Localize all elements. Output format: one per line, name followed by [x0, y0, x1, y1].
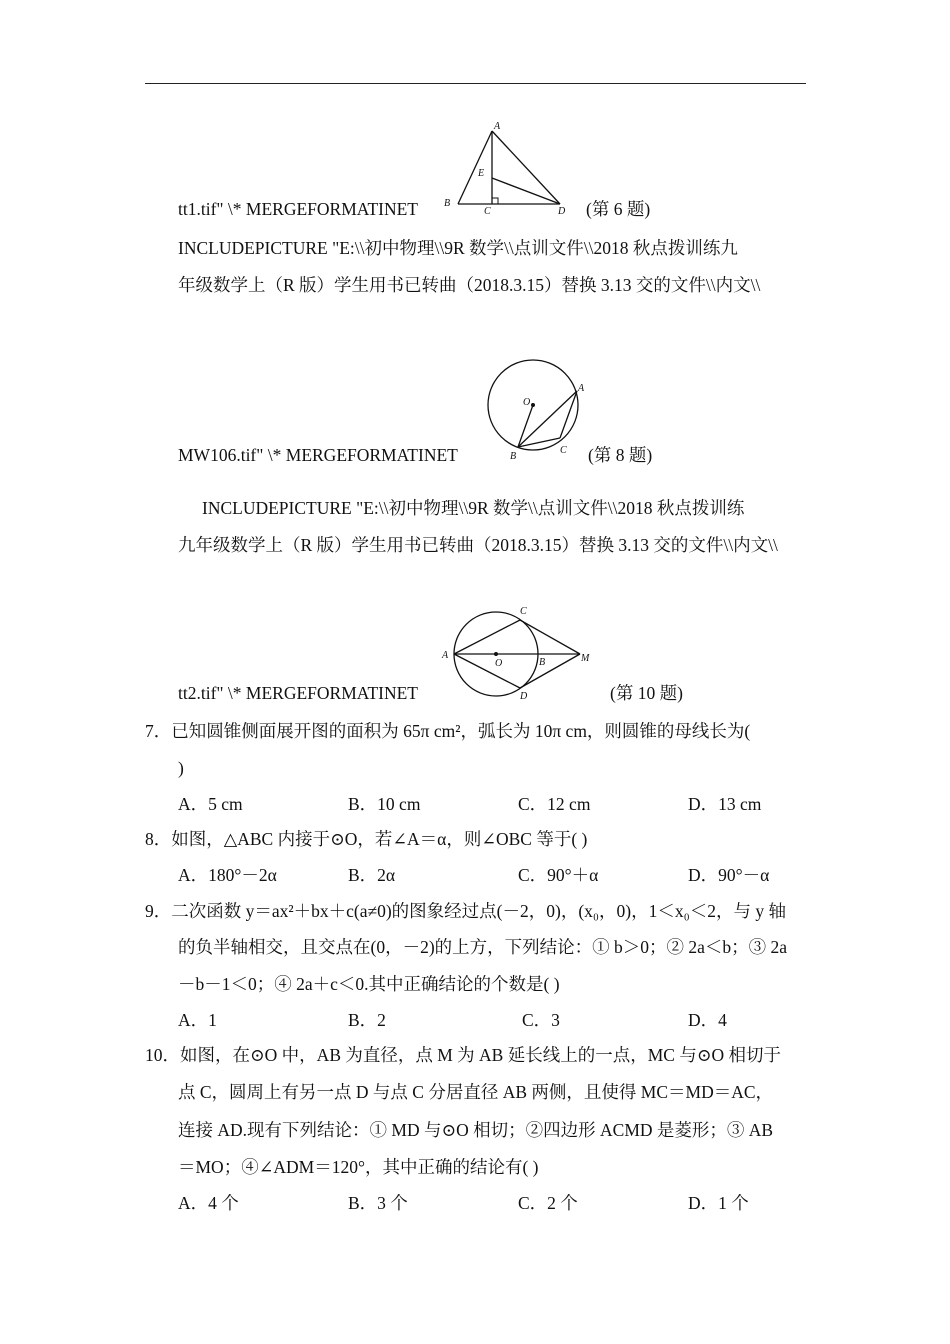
q7-option-d: D．13 cm — [688, 794, 762, 814]
fig6-label-b: B — [444, 198, 451, 209]
q9-option-b: B．2 — [348, 1010, 386, 1030]
figure-6-triangle — [440, 118, 570, 218]
fig10-label-o: O — [495, 658, 503, 669]
q9-stem-line2: 的负半轴相交，且交点在(0，－2)的上方，下列结论：① b＞0；② 2a＜b；③ 2a — [178, 937, 788, 957]
q9-option-c: C．3 — [522, 1010, 560, 1030]
para2-line1: INCLUDEPICTURE "E:\\初中物理\\9R 数学\\点训文件\\2018 秋点拨训练 — [202, 498, 745, 518]
fig10-caption-right: (第 10 题) — [610, 683, 683, 703]
q8-stem-line1: 8．如图，△ABC 内接于⊙O，若∠A＝α，则∠OBC 等于( ) — [145, 829, 588, 849]
q10-stem-line1: 10．如图，在⊙O 中，AB 为直径，点 M 为 AB 延长线上的一点，MC 与⊙O 相切于 — [145, 1045, 782, 1065]
fig6-label-a: A — [494, 121, 501, 132]
fig6-label-e: E — [478, 168, 485, 179]
q8-option-a: A．180°－2α — [178, 865, 277, 885]
q9-stem-line1: 9．二次函数 y＝ax²＋bx＋c(a≠0)的图象经过点(－2，0)，(x₀，0)，1＜x₀＜2，与 y 轴 — [145, 901, 786, 921]
q7-stem-line2: ) — [178, 758, 184, 778]
fig6-segment-ed — [492, 178, 560, 204]
figure-8-circle — [480, 355, 590, 465]
fig6-side-ab — [458, 131, 492, 204]
fig10-label-a: A — [442, 650, 449, 661]
fig6-right-angle-mark — [492, 198, 498, 204]
q9-option-d: D．4 — [688, 1010, 727, 1030]
header-rule — [145, 83, 806, 84]
q10-option-c: C．2 个 — [518, 1193, 578, 1213]
fig10-label-d: D — [520, 691, 528, 702]
fig8-caption-right: (第 8 题) — [588, 445, 653, 465]
q7-option-a: A．5 cm — [178, 794, 243, 814]
q8-option-b: B．2α — [348, 865, 396, 885]
fig6-caption-left: tt1.tif" \* MERGEFORMATINET — [178, 199, 418, 219]
q8-option-d: D．90°－α — [688, 865, 770, 885]
q10-stem-line2: 点 C，圆周上有另一点 D 与点 C 分居直径 AB 两侧，且使得 MC＝MD＝AC， — [178, 1082, 774, 1102]
fig6-label-c: C — [484, 206, 491, 217]
fig8-caption-left: MW106.tif" \* MERGEFORMATINET — [178, 445, 458, 465]
para1-line2: 年级数学上（R 版）学生用书已转曲（2018.3.15）替换 3.13 交的文件\\内文\\ — [178, 275, 761, 295]
fig10-segment-ad — [454, 654, 520, 688]
fig10-segment-cm — [520, 620, 580, 654]
q7-option-c: C．12 cm — [518, 794, 591, 814]
q10-option-d: D．1 个 — [688, 1193, 749, 1213]
fig10-caption-left: tt2.tif" \* MERGEFORMATINET — [178, 683, 418, 703]
figure-10-circle — [440, 602, 600, 702]
fig10-label-b: B — [539, 657, 546, 668]
q10-stem-line3: 连接 AD.现有下列结论：① MD 与⊙O 相切；②四边形 ACMD 是菱形；③ AB — [178, 1120, 774, 1140]
fig8-label-c: C — [560, 445, 567, 456]
q9-option-a: A．1 — [178, 1010, 217, 1030]
q10-option-b: B．3 个 — [348, 1193, 408, 1213]
q7-stem-line1: 7．已知圆锥侧面展开图的面积为 65π cm²，弧长为 10π cm，则圆锥的母线长为( — [145, 721, 751, 741]
para2-line2: 九年级数学上（R 版）学生用书已转曲（2018.3.15）替换 3.13 交的文件\\内文\\ — [178, 535, 778, 555]
q9-stem-line3: －b－1＜0；④ 2a＋c＜0.其中正确结论的个数是( ) — [178, 974, 560, 994]
para1-line1: INCLUDEPICTURE "E:\\初中物理\\9R 数学\\点训文件\\2018 秋点拨训练九 — [178, 238, 738, 258]
fig6-side-ad — [492, 131, 560, 204]
fig10-label-c: C — [520, 606, 527, 617]
fig6-caption-right: (第 6 题) — [586, 199, 651, 219]
fig10-segment-dm — [520, 654, 580, 688]
fig10-label-m: M — [581, 653, 590, 664]
q7-option-b: B．10 cm — [348, 794, 421, 814]
fig8-chord-ca — [560, 391, 577, 438]
q10-option-a: A．4 个 — [178, 1193, 239, 1213]
fig10-center-point — [494, 652, 498, 656]
fig10-segment-ac — [454, 620, 520, 654]
q10-stem-line4: ＝MO；④∠ADM＝120°，其中正确的结论有( ) — [178, 1157, 539, 1177]
fig8-label-o: O — [523, 397, 531, 408]
fig6-label-d: D — [558, 206, 566, 217]
fig8-label-b: B — [510, 451, 517, 462]
q8-option-c: C．90°＋α — [518, 865, 599, 885]
fig8-label-a: A — [578, 383, 585, 394]
